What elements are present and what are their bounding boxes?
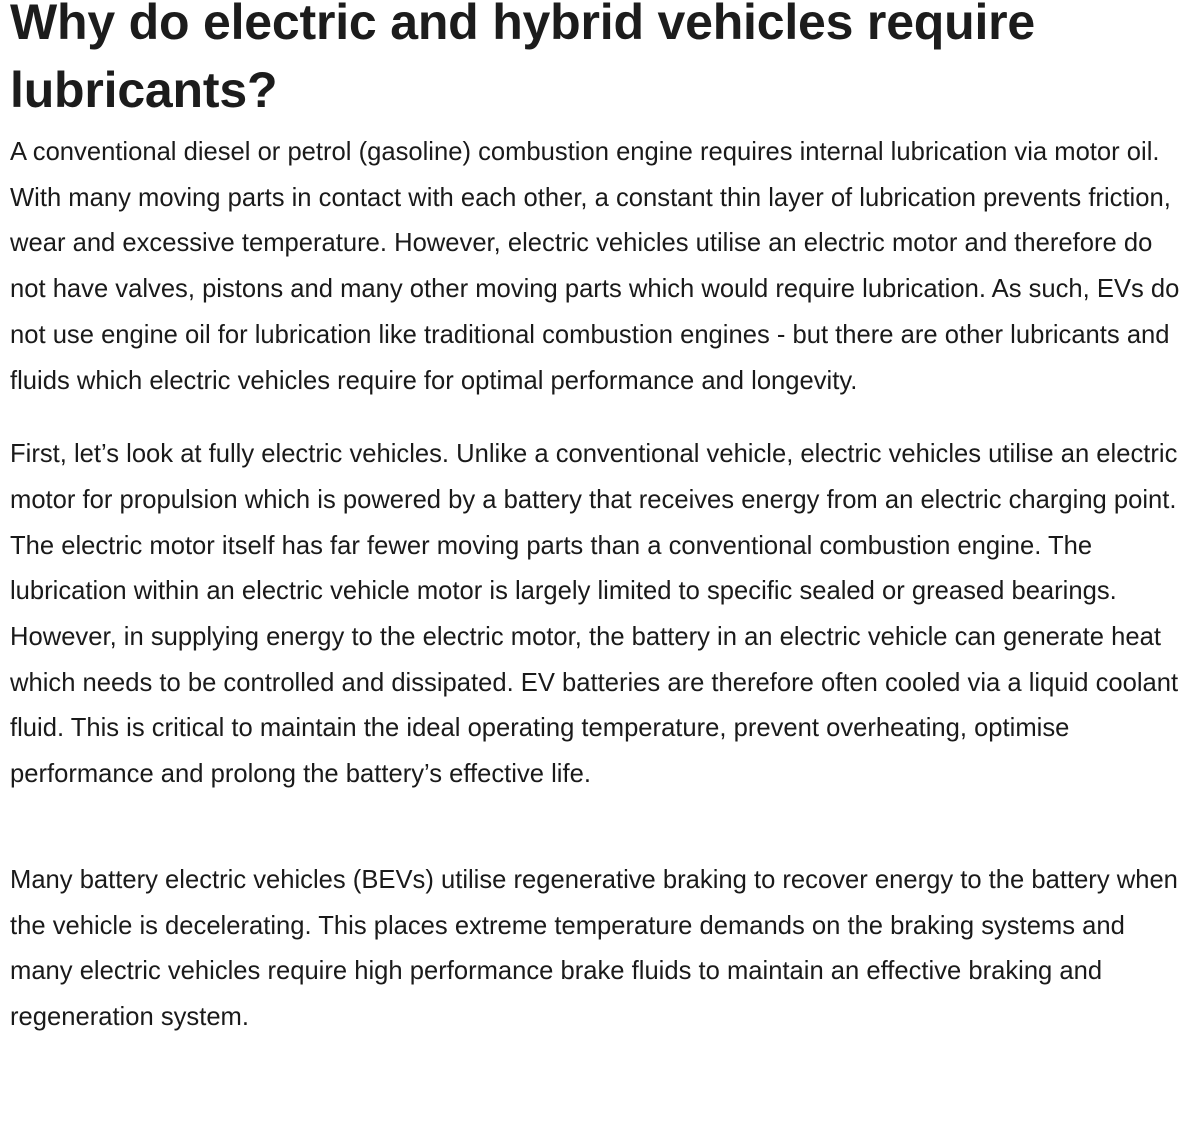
- paragraph-combustion-vs-electric: A conventional diesel or petrol (gasoline) combustion engine requires internal lubrication via motor oil. With many moving parts in contact with each other, a constant thin layer of lubrication prevents friction, wear and excessive temperature. However, electric vehicles utilise an electric motor and therefore do not have valves, pistons and many other moving parts which would require lubrication. As such, EVs do not use engine oil for lubrication like traditional combustion engines - but there are other lubricants and fluids which electric vehicles require for optimal performance and longevity.: [10, 138, 1180, 395]
- paragraph-fully-electric: First, let’s look at fully electric vehicles. Unlike a conventional vehicle, electric vehicles utilise an electric motor for propulsion which is powered by a battery that receives energy from an electric charging point. The electric motor itself has far fewer moving parts than a conventional combustion engine. The lubrication within an electric vehicle motor is largely limited to specific sealed or greased bearings. However, in supplying energy to the electric motor, the battery in an electric vehicle can generate heat which needs to be controlled and dissipated. EV batteries are therefore often cooled via a liquid coolant fluid. This is critical to maintain the ideal operating temperature, prevent overheating, optimise performance and prolong the battery’s effective life.: [10, 440, 1179, 789]
- paragraph-spacer: [10, 798, 1190, 858]
- article-title: Why do electric and hybrid vehicles require lubricants?: [10, 0, 1036, 118]
- paragraph-regenerative-braking: Many battery electric vehicles (BEVs) utilise regenerative braking to recover energy to the battery when the vehicle is decelerating. This places extreme temperature demands on the braking systems and many electric vehicles require high performance brake fluids to maintain an effective braking and regeneration system.: [10, 865, 1178, 1031]
- article: [10, 0, 1190, 1041]
